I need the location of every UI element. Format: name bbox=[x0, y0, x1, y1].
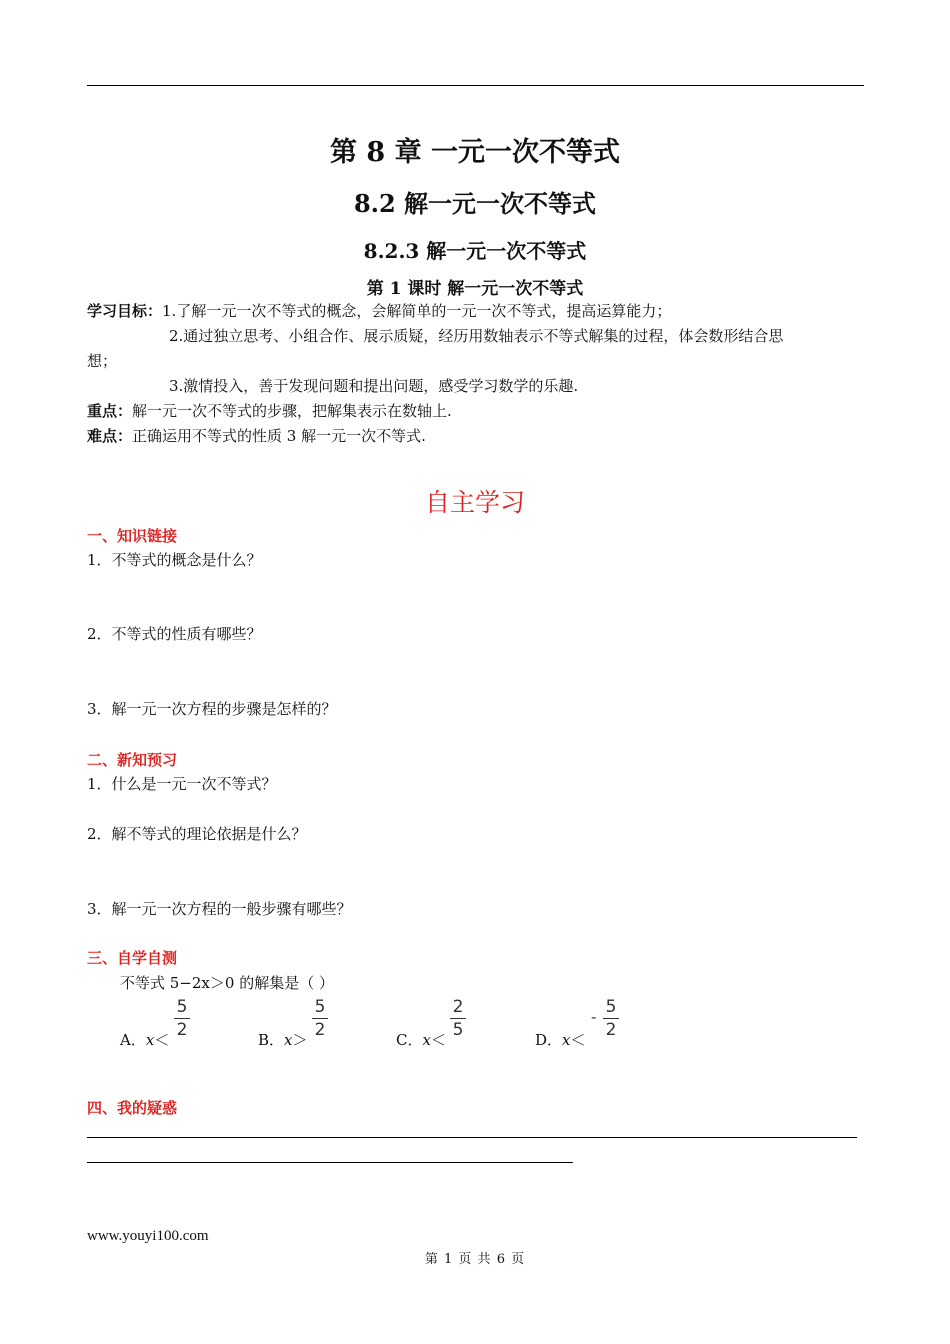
option-d-denominator: 2 bbox=[605, 1020, 617, 1040]
option-b bbox=[258, 1028, 308, 1052]
answer-line-2[interactable] bbox=[87, 1162, 573, 1163]
option-b-label: B． bbox=[258, 1031, 285, 1049]
option-d-label: D． bbox=[535, 1031, 563, 1049]
option-b-var: x bbox=[284, 1031, 293, 1049]
section1-q2: 2．不等式的性质有哪些？ bbox=[87, 625, 262, 643]
option-b-op: ＞ bbox=[292, 1031, 308, 1049]
objective-1: 1.了解一元一次不等式的概念，会解简单的一元一次不等式，提高运算能力； bbox=[162, 302, 672, 320]
objective-2-cont: 想； bbox=[87, 352, 118, 370]
fraction-bar bbox=[450, 1018, 466, 1019]
section2-title: 二、新知预习 bbox=[87, 751, 178, 769]
option-a-label: A． bbox=[120, 1031, 146, 1049]
objectives-line-1 bbox=[87, 299, 671, 323]
section1-q1: 1．不等式的概念是什么？ bbox=[87, 551, 262, 569]
subsection-title: 8.2.3 解一元一次不等式 bbox=[363, 239, 587, 263]
option-a-op: ＜ bbox=[154, 1031, 170, 1049]
option-b-numerator: 5 bbox=[314, 997, 326, 1017]
section4-title: 四、我的疑惑 bbox=[87, 1099, 178, 1117]
option-d-sign: - bbox=[591, 1008, 597, 1026]
section1-q3: 3．解一元一次方程的步骤是怎样的？ bbox=[87, 700, 337, 718]
objectives-label: 学习目标： bbox=[87, 302, 163, 320]
fraction-bar bbox=[312, 1018, 328, 1019]
section3-title: 三、自学自测 bbox=[87, 949, 178, 967]
footer-url[interactable]: www.youyi100.com bbox=[87, 1228, 209, 1244]
option-d-numerator: 5 bbox=[605, 997, 617, 1017]
option-d-var: x bbox=[562, 1031, 571, 1049]
option-c bbox=[396, 1028, 446, 1052]
option-d-fraction bbox=[602, 997, 620, 1040]
lesson-title: 第 1 课时 解一元一次不等式 bbox=[366, 279, 584, 299]
section2-q3: 3．解一元一次方程的一般步骤有哪些？ bbox=[87, 900, 352, 918]
section2-q2: 2．解不等式的理论依据是什么？ bbox=[87, 825, 307, 843]
option-c-fraction bbox=[449, 997, 467, 1040]
option-b-fraction bbox=[311, 997, 329, 1040]
option-a bbox=[120, 1028, 169, 1052]
option-a-fraction bbox=[173, 997, 191, 1040]
section3-question: 不等式 5−2x＞0 的解集是（ ） bbox=[120, 974, 334, 992]
footer-page-number: 第 1 页 共 6 页 bbox=[424, 1252, 526, 1267]
option-a-numerator: 5 bbox=[176, 997, 188, 1017]
key-point-text: 解一元一次不等式的步骤，把解集表示在数轴上. bbox=[132, 402, 452, 420]
self-study-heading: 自主学习 bbox=[424, 488, 525, 517]
key-point bbox=[87, 399, 452, 423]
section2-q1: 1．什么是一元一次不等式？ bbox=[87, 775, 277, 793]
difficulty bbox=[87, 424, 426, 448]
difficulty-label: 难点： bbox=[87, 427, 133, 445]
option-c-denominator: 5 bbox=[452, 1020, 464, 1040]
option-d bbox=[535, 1028, 586, 1052]
answer-line-1[interactable] bbox=[87, 1137, 857, 1138]
option-c-label: C． bbox=[396, 1031, 423, 1049]
fraction-bar bbox=[174, 1018, 190, 1019]
option-a-denominator: 2 bbox=[176, 1020, 188, 1040]
option-c-var: x bbox=[422, 1031, 431, 1049]
option-d-op: ＜ bbox=[570, 1031, 586, 1049]
option-a-var: x bbox=[145, 1031, 155, 1049]
objective-3: 3.激情投入，善于发现问题和提出问题，感受学习数学的乐趣. bbox=[169, 377, 579, 395]
fraction-bar bbox=[603, 1018, 619, 1019]
section1-title: 一、知识链接 bbox=[87, 527, 178, 545]
objective-2: 2.通过独立思考、小组合作、展示质疑，经历用数轴表示不等式解集的过程，体会数形结合思 bbox=[169, 327, 784, 345]
difficulty-text: 正确运用不等式的性质 3 解一元一次不等式. bbox=[132, 427, 426, 445]
chapter-title: 第 8 章 一元一次不等式 bbox=[330, 137, 620, 168]
header-rule bbox=[87, 85, 864, 86]
option-c-op: ＜ bbox=[430, 1031, 446, 1049]
key-point-label: 重点： bbox=[87, 402, 133, 420]
option-c-numerator: 2 bbox=[452, 997, 464, 1017]
section-title: 8.2 解一元一次不等式 bbox=[353, 189, 597, 218]
option-b-denominator: 2 bbox=[314, 1020, 326, 1040]
